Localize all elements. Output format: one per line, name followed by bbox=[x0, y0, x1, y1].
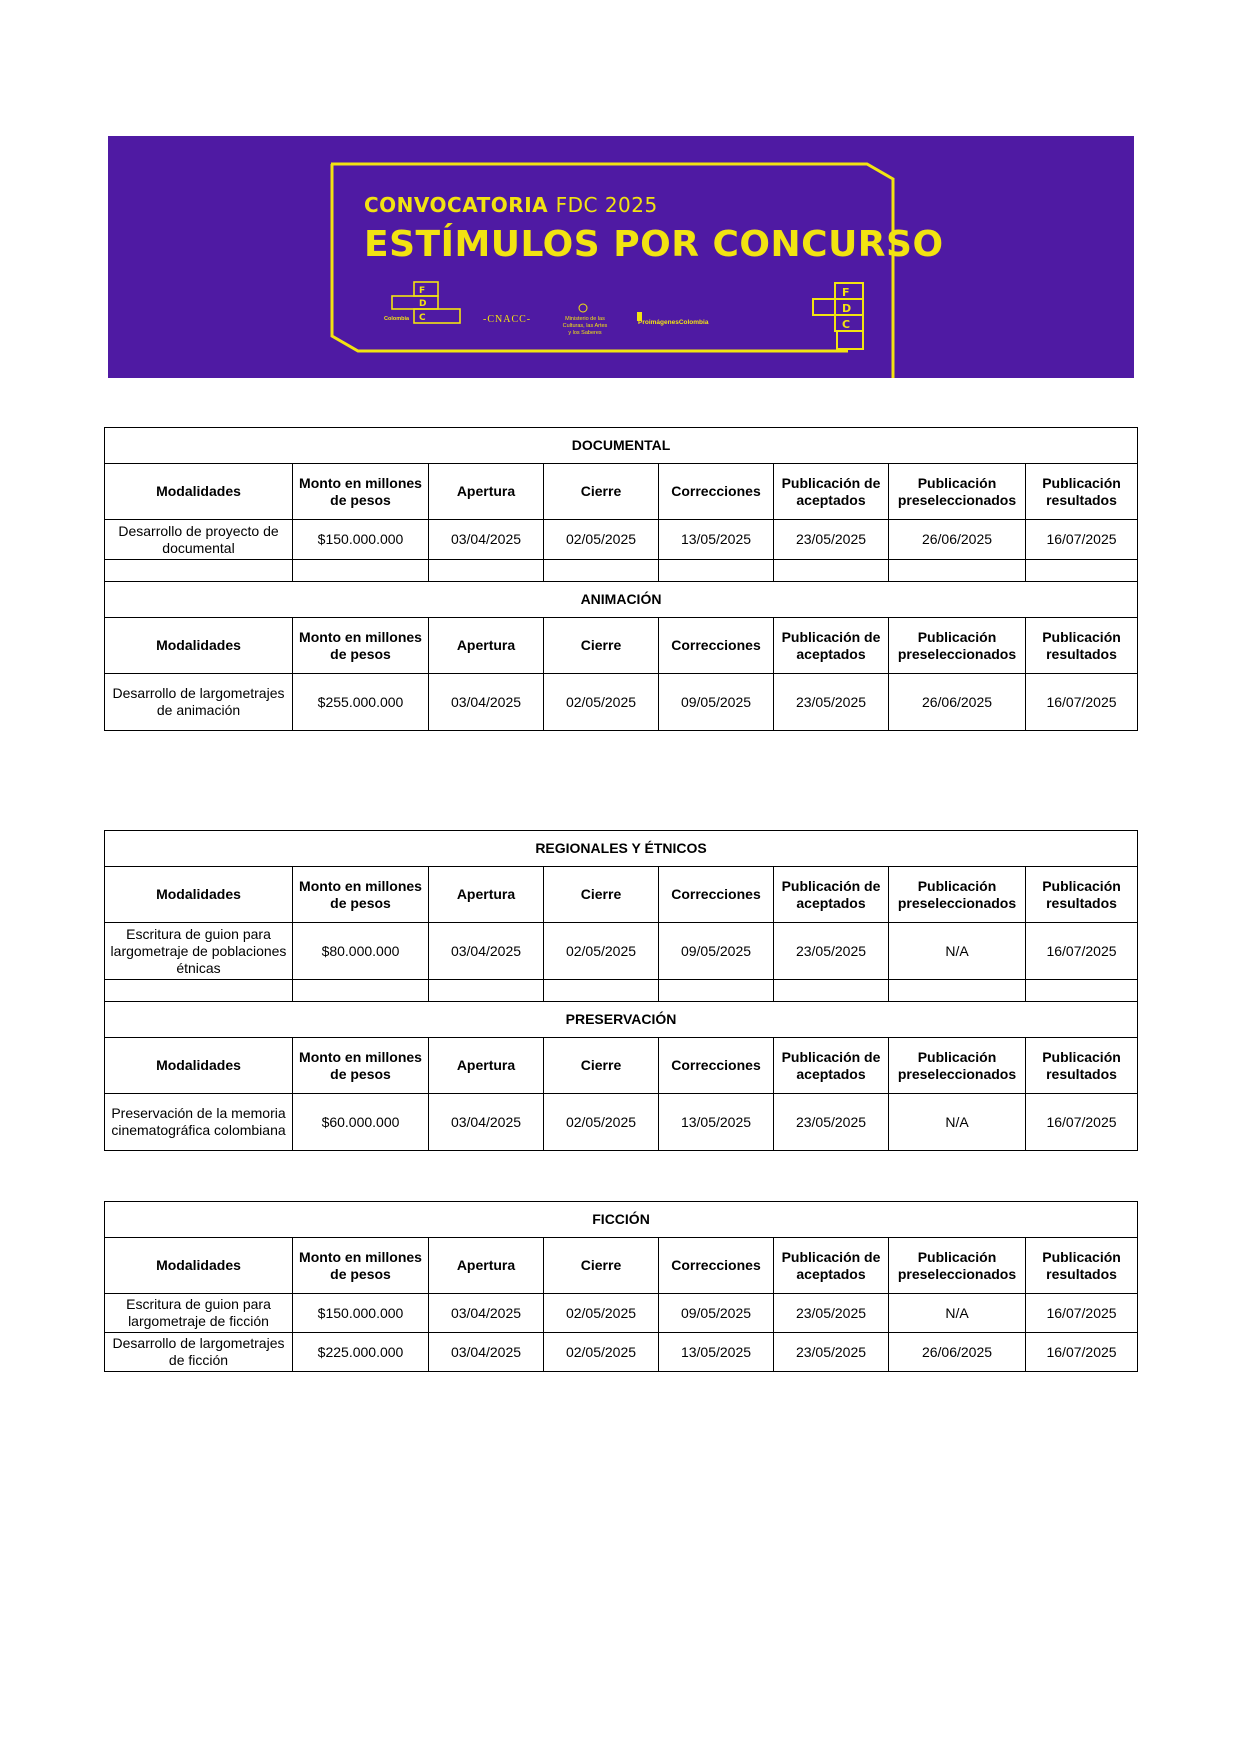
banner-title: ESTÍMULOS POR CONCURSO bbox=[364, 224, 944, 265]
spacer-cell bbox=[889, 980, 1026, 1002]
col-header-preseleccionados: Publicación preseleccionados bbox=[889, 867, 1026, 923]
spacer-cell bbox=[774, 560, 889, 582]
fdc-letter-f: F bbox=[842, 286, 850, 299]
col-header-aceptados: Publicación de aceptados bbox=[774, 618, 889, 674]
cell-correcciones: 09/05/2025 bbox=[659, 674, 774, 731]
schedule-table-documental-animacion bbox=[104, 427, 1138, 731]
small-fdc-f bbox=[414, 282, 438, 296]
spacer-cell bbox=[429, 560, 544, 582]
spacer-cell bbox=[293, 560, 429, 582]
col-header-resultados: Publicación resultados bbox=[1026, 618, 1138, 674]
spacer-cell bbox=[659, 560, 774, 582]
cell-cierre: 02/05/2025 bbox=[544, 1094, 659, 1151]
col-header-apertura: Apertura bbox=[429, 1038, 544, 1094]
schedule-table-ficcion bbox=[104, 1201, 1138, 1372]
cell-cierre: 02/05/2025 bbox=[544, 1294, 659, 1333]
col-header-apertura: Apertura bbox=[429, 867, 544, 923]
col-header-modalidades: Modalidades bbox=[105, 1238, 293, 1294]
section-title-preservacion: PRESERVACIÓN bbox=[105, 1002, 1138, 1038]
cell-monto: $80.000.000 bbox=[293, 923, 429, 980]
cell-resultados: 16/07/2025 bbox=[1026, 1294, 1138, 1333]
col-header-apertura: Apertura bbox=[429, 618, 544, 674]
col-header-aceptados: Publicación de aceptados bbox=[774, 867, 889, 923]
spacer-cell bbox=[429, 980, 544, 1002]
cell-preseleccionados: N/A bbox=[889, 1294, 1026, 1333]
section-title-documental: DOCUMENTAL bbox=[105, 428, 1138, 464]
header-banner bbox=[108, 136, 1134, 378]
small-fdc-letter-f: F bbox=[419, 286, 426, 296]
col-header-modalidades: Modalidades bbox=[105, 464, 293, 520]
cell-apertura: 03/04/2025 bbox=[429, 674, 544, 731]
banner-kicker: CONVOCATORIA FDC 2025 bbox=[364, 193, 658, 217]
cell-modalidad: Desarrollo de largometrajes de ficción bbox=[105, 1333, 293, 1372]
cell-preseleccionados: 26/06/2025 bbox=[889, 520, 1026, 560]
table-row bbox=[105, 1333, 1138, 1372]
crest-icon bbox=[579, 304, 587, 312]
spacer-cell bbox=[1026, 560, 1138, 582]
cell-modalidad: Escritura de guion para largometraje de poblaciones étnicas bbox=[105, 923, 293, 980]
col-header-modalidades: Modalidades bbox=[105, 618, 293, 674]
cell-aceptados: 23/05/2025 bbox=[774, 923, 889, 980]
spacer-cell bbox=[889, 560, 1026, 582]
col-header-apertura: Apertura bbox=[429, 464, 544, 520]
spacer-cell bbox=[544, 560, 659, 582]
cell-apertura: 03/04/2025 bbox=[429, 520, 544, 560]
fdc-block-side bbox=[813, 299, 835, 315]
header-row bbox=[105, 618, 1138, 674]
cell-monto: $255.000.000 bbox=[293, 674, 429, 731]
spacer-cell bbox=[105, 560, 293, 582]
col-header-cierre: Cierre bbox=[544, 1238, 659, 1294]
cell-correcciones: 13/05/2025 bbox=[659, 1333, 774, 1372]
cell-apertura: 03/04/2025 bbox=[429, 1294, 544, 1333]
col-header-resultados: Publicación resultados bbox=[1026, 1238, 1138, 1294]
col-header-correcciones: Correcciones bbox=[659, 867, 774, 923]
ministerio-logo: Ministerio de las Culturas, las Artes y los Saberes bbox=[562, 316, 608, 336]
cell-preseleccionados: 26/06/2025 bbox=[889, 674, 1026, 731]
cell-cierre: 02/05/2025 bbox=[544, 923, 659, 980]
spacer-cell bbox=[105, 980, 293, 1002]
col-header-preseleccionados: Publicación preseleccionados bbox=[889, 1238, 1026, 1294]
cell-aceptados: 23/05/2025 bbox=[774, 1294, 889, 1333]
spacer-cell bbox=[293, 980, 429, 1002]
spacer-cell bbox=[1026, 980, 1138, 1002]
col-header-preseleccionados: Publicación preseleccionados bbox=[889, 464, 1026, 520]
cnacc-logo: -CNACC- bbox=[483, 314, 532, 325]
schedule-table-regionales-preservacion bbox=[104, 830, 1138, 1151]
header-row bbox=[105, 1238, 1138, 1294]
section-title-animacion: ANIMACIÓN bbox=[105, 582, 1138, 618]
col-header-aceptados: Publicación de aceptados bbox=[774, 464, 889, 520]
header-row bbox=[105, 464, 1138, 520]
col-header-correcciones: Correcciones bbox=[659, 464, 774, 520]
cell-aceptados: 23/05/2025 bbox=[774, 1094, 889, 1151]
cell-aceptados: 23/05/2025 bbox=[774, 1333, 889, 1372]
cell-resultados: 16/07/2025 bbox=[1026, 923, 1138, 980]
col-header-correcciones: Correcciones bbox=[659, 618, 774, 674]
cell-cierre: 02/05/2025 bbox=[544, 674, 659, 731]
cell-preseleccionados: N/A bbox=[889, 1094, 1026, 1151]
table-row bbox=[105, 1294, 1138, 1333]
fdc-letter-c: C bbox=[842, 318, 851, 331]
cell-correcciones: 13/05/2025 bbox=[659, 520, 774, 560]
cell-monto: $150.000.000 bbox=[293, 1294, 429, 1333]
col-header-modalidades: Modalidades bbox=[105, 867, 293, 923]
cell-correcciones: 09/05/2025 bbox=[659, 1294, 774, 1333]
header-row bbox=[105, 1038, 1138, 1094]
col-header-resultados: Publicación resultados bbox=[1026, 1038, 1138, 1094]
col-header-resultados: Publicación resultados bbox=[1026, 867, 1138, 923]
col-header-monto: Monto en millones de pesos bbox=[293, 1238, 429, 1294]
header-row bbox=[105, 867, 1138, 923]
cell-aceptados: 23/05/2025 bbox=[774, 674, 889, 731]
col-header-cierre: Cierre bbox=[544, 1038, 659, 1094]
cell-apertura: 03/04/2025 bbox=[429, 923, 544, 980]
cell-correcciones: 09/05/2025 bbox=[659, 923, 774, 980]
cell-modalidad: Escritura de guion para largometraje de ficción bbox=[105, 1294, 293, 1333]
spacer-cell bbox=[544, 980, 659, 1002]
cell-monto: $225.000.000 bbox=[293, 1333, 429, 1372]
col-header-cierre: Cierre bbox=[544, 867, 659, 923]
small-fdc-letter-d: D bbox=[419, 299, 427, 309]
fdc-letter-d: D bbox=[842, 302, 852, 315]
colombia-logo-text: Colombia bbox=[384, 316, 410, 322]
section-title-ficcion: FICCIÓN bbox=[105, 1202, 1138, 1238]
table-row bbox=[105, 1094, 1138, 1151]
col-header-correcciones: Correcciones bbox=[659, 1038, 774, 1094]
small-fdc-letter-c: C bbox=[419, 313, 426, 323]
table-row bbox=[105, 923, 1138, 980]
proimagenes-logo: ProimágenesColombia bbox=[638, 319, 709, 326]
spacer-row bbox=[105, 980, 1138, 1002]
col-header-aceptados: Publicación de aceptados bbox=[774, 1238, 889, 1294]
col-header-aceptados: Publicación de aceptados bbox=[774, 1038, 889, 1094]
section-title-regionales: REGIONALES Y ÉTNICOS bbox=[105, 831, 1138, 867]
cell-monto: $150.000.000 bbox=[293, 520, 429, 560]
cell-resultados: 16/07/2025 bbox=[1026, 1333, 1138, 1372]
cell-resultados: 16/07/2025 bbox=[1026, 674, 1138, 731]
col-header-preseleccionados: Publicación preseleccionados bbox=[889, 1038, 1026, 1094]
cell-modalidad: Desarrollo de proyecto de documental bbox=[105, 520, 293, 560]
cell-apertura: 03/04/2025 bbox=[429, 1333, 544, 1372]
col-header-monto: Monto en millones de pesos bbox=[293, 618, 429, 674]
col-header-apertura: Apertura bbox=[429, 1238, 544, 1294]
cell-modalidad: Desarrollo de largometrajes de animación bbox=[105, 674, 293, 731]
cell-monto: $60.000.000 bbox=[293, 1094, 429, 1151]
cell-resultados: 16/07/2025 bbox=[1026, 520, 1138, 560]
fdc-block-tail bbox=[837, 331, 863, 349]
table-row bbox=[105, 520, 1138, 560]
cell-aceptados: 23/05/2025 bbox=[774, 520, 889, 560]
col-header-resultados: Publicación resultados bbox=[1026, 464, 1138, 520]
spacer-row bbox=[105, 560, 1138, 582]
cell-resultados: 16/07/2025 bbox=[1026, 1094, 1138, 1151]
small-fdc-d bbox=[392, 296, 438, 309]
col-header-cierre: Cierre bbox=[544, 618, 659, 674]
col-header-monto: Monto en millones de pesos bbox=[293, 1038, 429, 1094]
col-header-modalidades: Modalidades bbox=[105, 1038, 293, 1094]
col-header-cierre: Cierre bbox=[544, 464, 659, 520]
col-header-preseleccionados: Publicación preseleccionados bbox=[889, 618, 1026, 674]
spacer-cell bbox=[659, 980, 774, 1002]
cell-cierre: 02/05/2025 bbox=[544, 520, 659, 560]
spacer-cell bbox=[774, 980, 889, 1002]
col-header-correcciones: Correcciones bbox=[659, 1238, 774, 1294]
cell-preseleccionados: 26/06/2025 bbox=[889, 1333, 1026, 1372]
cell-modalidad: Preservación de la memoria cinematográfica colombiana bbox=[105, 1094, 293, 1151]
col-header-monto: Monto en millones de pesos bbox=[293, 867, 429, 923]
col-header-monto: Monto en millones de pesos bbox=[293, 464, 429, 520]
cell-correcciones: 13/05/2025 bbox=[659, 1094, 774, 1151]
cell-preseleccionados: N/A bbox=[889, 923, 1026, 980]
table-row bbox=[105, 674, 1138, 731]
cell-apertura: 03/04/2025 bbox=[429, 1094, 544, 1151]
cell-cierre: 02/05/2025 bbox=[544, 1333, 659, 1372]
